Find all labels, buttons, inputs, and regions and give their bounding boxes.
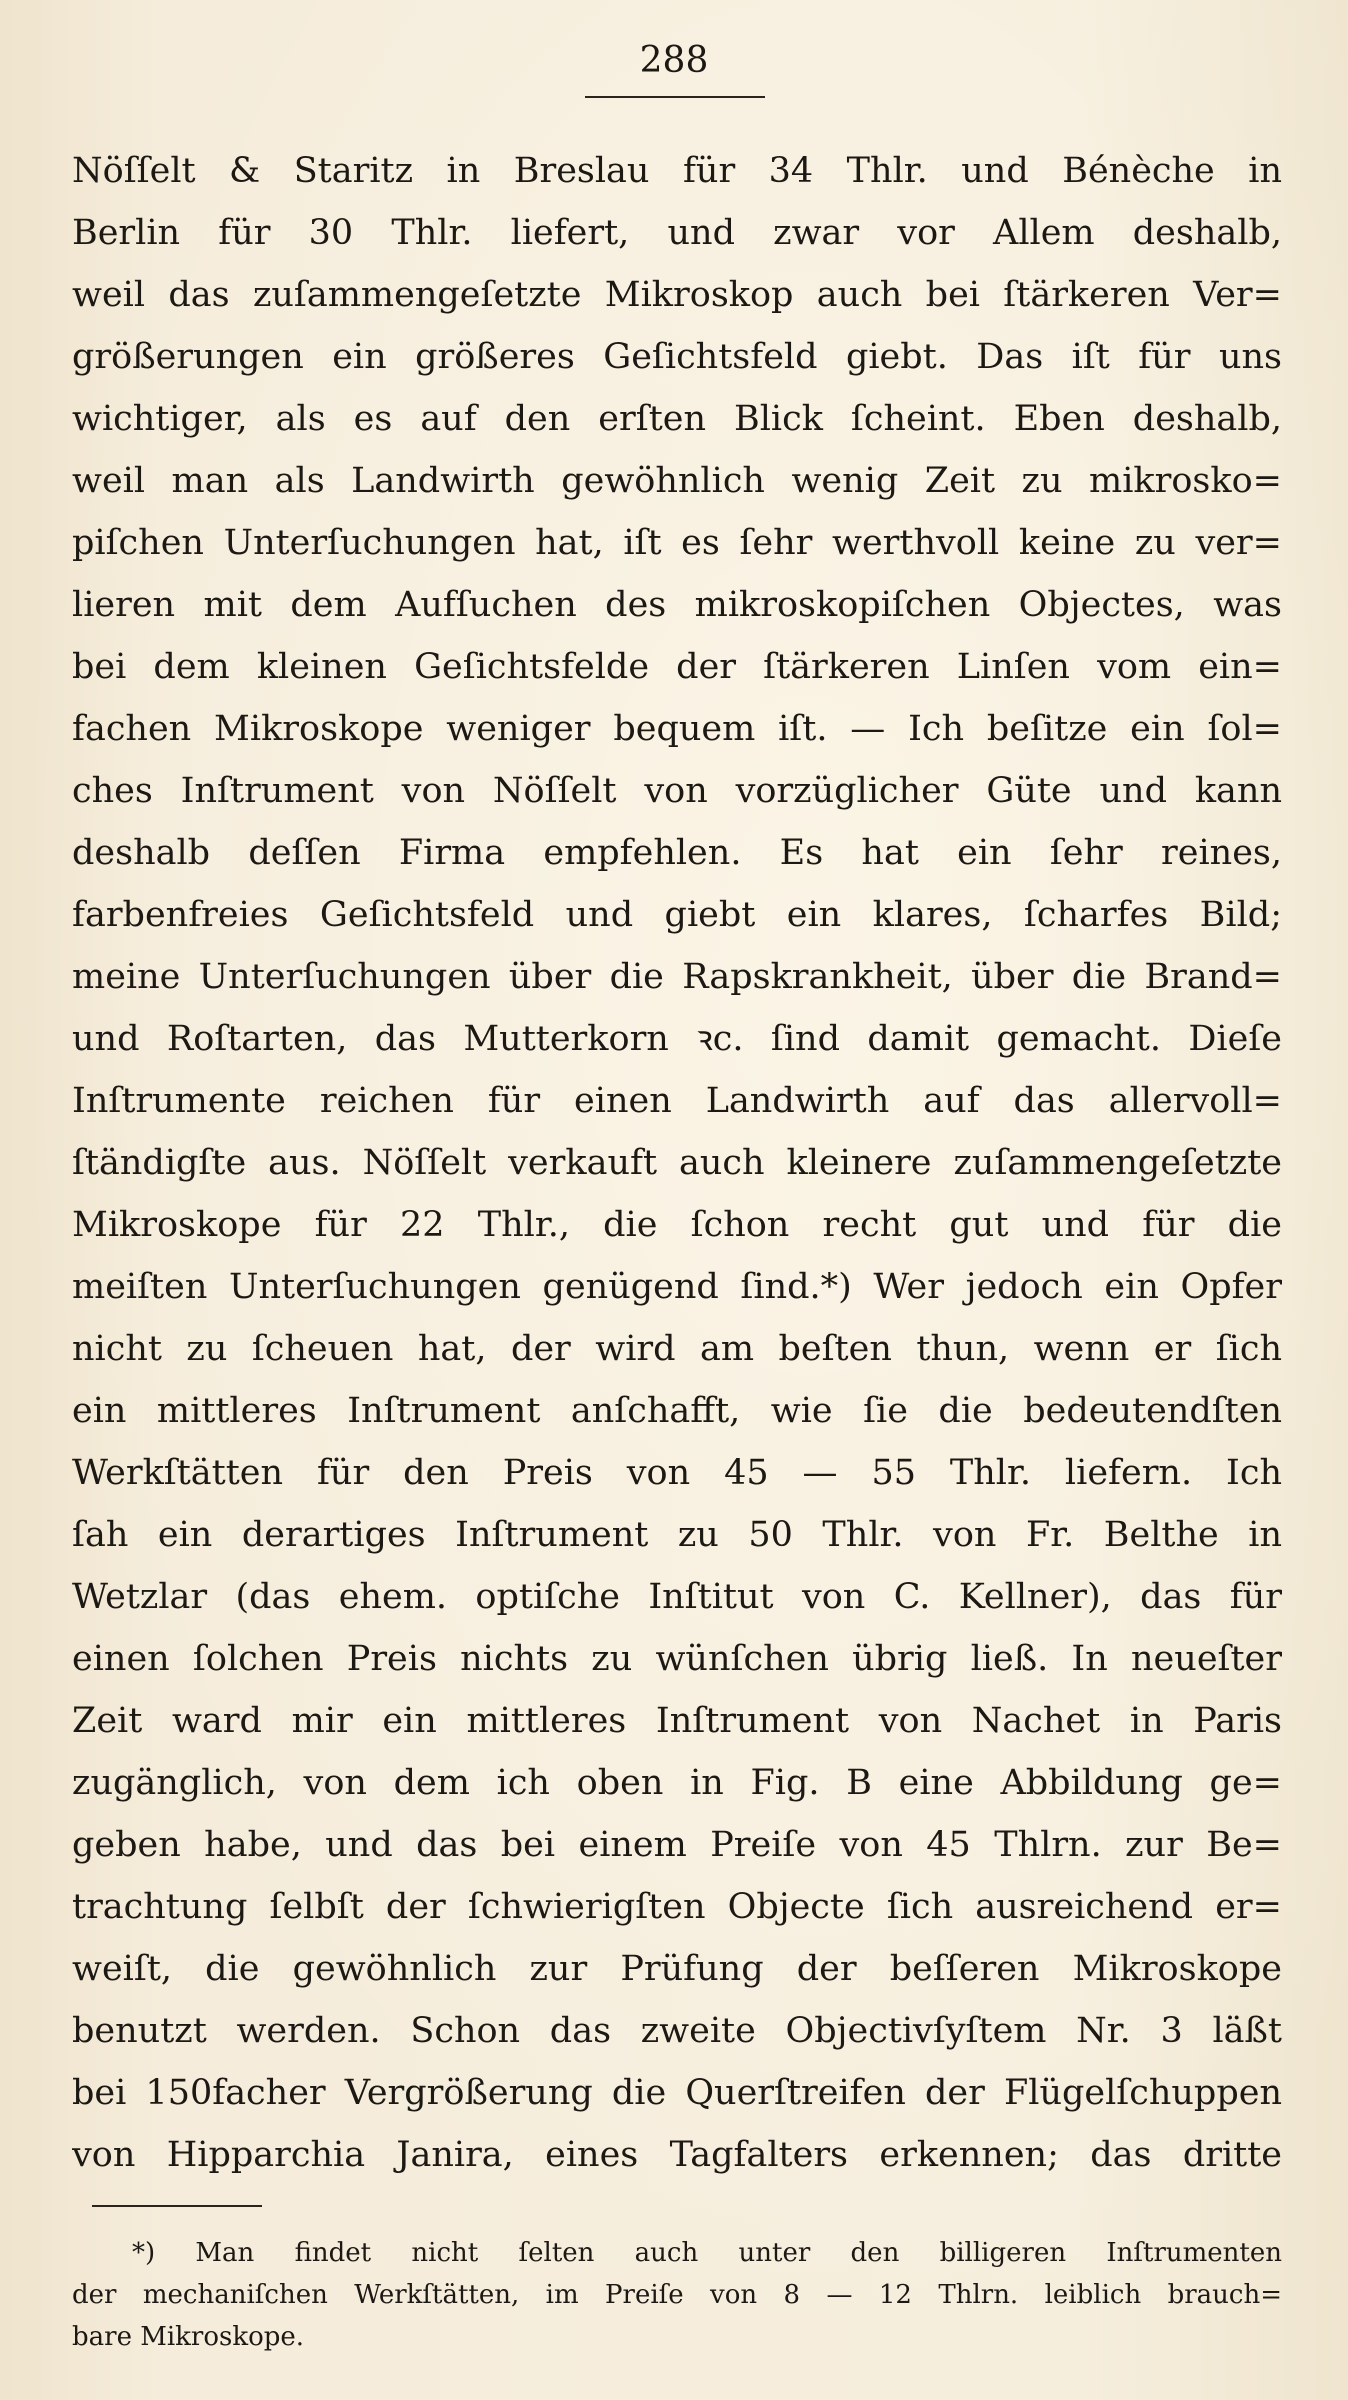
footnote	[72, 2232, 1282, 2358]
text-line: Inſtrumente reichen für einen Landwirth auf das allervoll=	[72, 1081, 1282, 1121]
text-line: fachen Mikroskope weniger bequem iſt. — Ich beſitze ein ſol=	[72, 709, 1282, 749]
text-line: meine Unterſuchungen über die Rapskrankheit, über die Brand=	[72, 957, 1282, 997]
text-line: größerungen ein größeres Geſichtsfeld giebt. Das iſt für uns	[72, 337, 1282, 377]
text-line: lieren mit dem Aufſuchen des mikroskopiſchen Objectes, was	[72, 585, 1282, 625]
text-line: piſchen Unterſuchungen hat, iſt es ſehr werthvoll keine zu ver=	[72, 523, 1282, 563]
text-line: wichtiger, als es auf den erſten Blick ſcheint. Eben deshalb,	[72, 399, 1282, 439]
text-line: nicht zu ſcheuen hat, der wird am beſten thun, wenn er ſich	[72, 1329, 1282, 1369]
text-line: Wetzlar (das ehem. optiſche Inſtitut von C. Kellner), das für	[72, 1577, 1282, 1617]
text-line: einen ſolchen Preis nichts zu wünſchen übrig ließ. In neueſter	[72, 1639, 1282, 1679]
text-line: meiſten Unterſuchungen genügend ſind.*) Wer jedoch ein Opfer	[72, 1267, 1282, 1307]
text-line: ſah ein derartiges Inſtrument zu 50 Thlr. von Fr. Belthe in	[72, 1515, 1282, 1555]
text-line: weiſt, die gewöhnlich zur Prüfung der beſſeren Mikroskope	[72, 1949, 1282, 1989]
text-line: trachtung ſelbſt der ſchwierigſten Objecte ſich ausreichend er=	[72, 1887, 1282, 1927]
text-line: ches Inſtrument von Nöſſelt von vorzüglicher Güte und kann	[72, 771, 1282, 811]
main-text	[72, 140, 1282, 2186]
text-line: Berlin für 30 Thlr. liefert, und zwar vor Allem deshalb,	[72, 213, 1282, 253]
footnote-line: bare Mikroskope.	[72, 2322, 305, 2352]
text-line: und Roſtarten, das Mutterkorn ꝛc. ſind damit gemacht. Dieſe	[72, 1019, 1282, 1059]
text-line: weil das zuſammengeſetzte Mikroskop auch bei ſtärkeren Ver=	[72, 275, 1282, 315]
text-line: ein mittleres Inſtrument anſchafft, wie ſie die bedeutendſten	[72, 1391, 1282, 1431]
page-number: 288	[639, 40, 709, 81]
text-line: farbenfreies Geſichtsfeld und giebt ein klares, ſcharfes Bild;	[72, 895, 1282, 935]
text-line: zugänglich, von dem ich oben in Fig. B eine Abbildung ge=	[72, 1763, 1282, 1803]
text-line: ſtändigſte aus. Nöſſelt verkauft auch kleinere zuſammengeſetzte	[72, 1143, 1282, 1183]
header-rule	[585, 96, 765, 98]
footnote-line: der mechaniſchen Werkſtätten, im Preiſe von 8 — 12 Thlrn. leiblich brauch=	[72, 2280, 1282, 2310]
text-line: bei 150facher Vergrößerung die Querſtreifen der Flügelſchuppen	[72, 2073, 1282, 2113]
footnote-line: *) Man findet nicht ſelten auch unter den billigeren Inſtrumenten	[132, 2238, 1282, 2268]
text-line: deshalb deſſen Firma empfehlen. Es hat ein ſehr reines,	[72, 833, 1282, 873]
text-line: geben habe, und das bei einem Preiſe von 45 Thlrn. zur Be=	[72, 1825, 1282, 1865]
text-line: Mikroskope für 22 Thlr., die ſchon recht gut und für die	[72, 1205, 1282, 1245]
text-line: weil man als Landwirth gewöhnlich wenig Zeit zu mikrosko=	[72, 461, 1282, 501]
text-line: Werkſtätten für den Preis von 45 — 55 Thlr. liefern. Ich	[72, 1453, 1282, 1493]
text-line: benutzt werden. Schon das zweite Objectivſyſtem Nr. 3 läßt	[72, 2011, 1282, 2051]
footnote-rule	[92, 2205, 262, 2207]
text-line: Zeit ward mir ein mittleres Inſtrument von Nachet in Paris	[72, 1701, 1282, 1741]
text-line: Nöſſelt & Staritz in Breslau für 34 Thlr. und Bénèche in	[72, 151, 1282, 191]
text-line: von Hipparchia Janira, eines Tagfalters erkennen; das dritte	[72, 2135, 1282, 2175]
text-line: bei dem kleinen Geſichtsfelde der ſtärkeren Linſen vom ein=	[72, 647, 1282, 687]
